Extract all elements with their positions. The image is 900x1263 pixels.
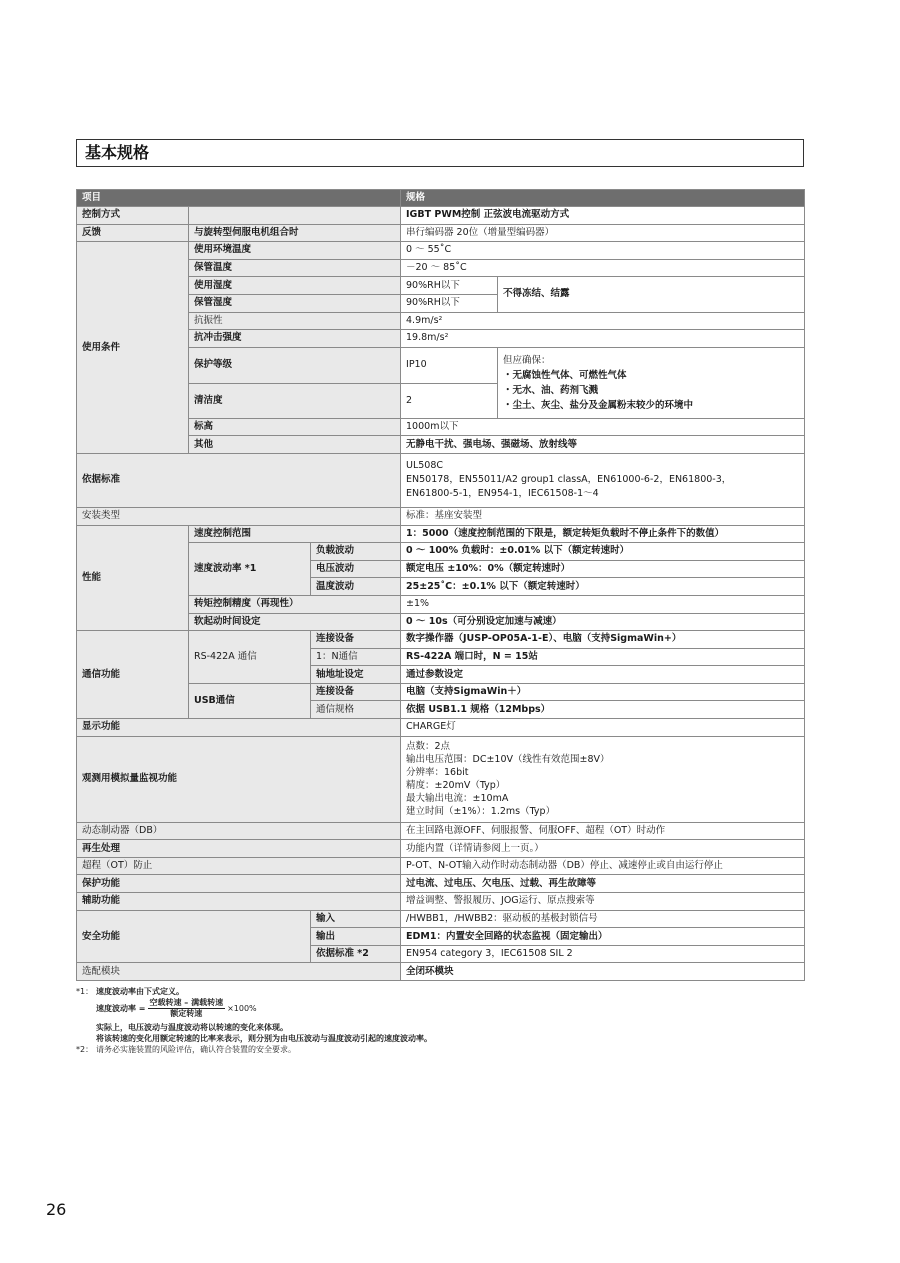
table-header-row bbox=[77, 190, 805, 207]
row-value: 功能内置（详情请参阅上一页。） bbox=[401, 840, 805, 858]
row-label: 辅助功能 bbox=[77, 893, 401, 911]
row-label: 超程（OT）防止 bbox=[77, 857, 401, 875]
row-value: 无静电干扰、强电场、强磁场、放射线等 bbox=[401, 436, 805, 454]
row-value: 标准：基座安装型 bbox=[401, 507, 805, 525]
monitor-line: 输出电压范围：DC±10V（线性有效范围±8V） bbox=[406, 754, 610, 766]
env-note: ・尘土、灰尘、盐分及金属粉末较少的环境中 bbox=[503, 399, 694, 411]
group-label-safety: 安全功能 bbox=[77, 910, 311, 963]
header-item: 项目 bbox=[77, 190, 401, 207]
footnote-text: 将该转速的变化用额定转速的比率来表示，则分别为由电压波动与温度波动引起的速度波动率。 bbox=[96, 1034, 432, 1043]
row-value: RS-422A 端口时，N = 15站 bbox=[401, 648, 805, 666]
table-row bbox=[77, 736, 805, 822]
row-value: 19.8m/s² bbox=[401, 330, 805, 348]
row-value: 增益调整、警报履历、JOG运行、原点搜索等 bbox=[401, 893, 805, 911]
row-sub-label: 抗冲击强度 bbox=[189, 330, 401, 348]
formula-lhs: 速度波动率 = bbox=[96, 1004, 146, 1013]
row-value: 0 ～ 55˚C bbox=[401, 242, 805, 260]
row-value: IP10 bbox=[401, 347, 498, 383]
env-note: ・无水、油、药剂飞溅 bbox=[503, 384, 599, 396]
row-value: 电脑（支持SigmaWin＋） bbox=[401, 683, 805, 701]
row-sub2-label: 负载波动 bbox=[311, 543, 401, 561]
standards-line: UL508C bbox=[406, 460, 444, 472]
row-sub-label: 使用湿度 bbox=[189, 277, 401, 295]
table-row bbox=[77, 822, 805, 840]
row-sub-label: 保管湿度 bbox=[189, 294, 401, 312]
row-value: 0 ～ 100% 负载时：±0.01% 以下（额定转速时） bbox=[401, 543, 805, 561]
footnotes bbox=[76, 986, 804, 1055]
row-value: 0 ～ 10s（可分别设定加速与减速） bbox=[401, 613, 805, 631]
standards-value bbox=[401, 453, 805, 507]
table-row bbox=[77, 507, 805, 525]
row-value: 在主回路电源OFF、伺服报警、伺服OFF、超程（OT）时动作 bbox=[401, 822, 805, 840]
row-value: 90%RH以下 bbox=[401, 294, 498, 312]
group-label-communication: 通信功能 bbox=[77, 631, 189, 719]
row-label: 控制方式 bbox=[77, 207, 189, 225]
row-value: /HWBB1，/HWBB2：驱动板的基极封锁信号 bbox=[401, 910, 805, 928]
row-value: ±1% bbox=[401, 595, 805, 613]
row-sub2-label: 输入 bbox=[311, 910, 401, 928]
speed-fluctuation-formula bbox=[76, 998, 804, 1019]
row-sub2-label: 1：N通信 bbox=[311, 648, 401, 666]
standards-line: EN61800-5-1，EN954-1，IEC61508-1～4 bbox=[406, 488, 599, 500]
row-sub-label: 清洁度 bbox=[189, 383, 401, 418]
row-sub-label: 其他 bbox=[189, 436, 401, 454]
row-label: 安装类型 bbox=[77, 507, 401, 525]
formula-tail: ×100% bbox=[227, 1004, 257, 1013]
monitor-line: 分辨率：16bit bbox=[406, 767, 469, 779]
table-row bbox=[77, 963, 805, 981]
page-number: 26 bbox=[46, 1200, 67, 1219]
row-value: 通过参数设定 bbox=[401, 666, 805, 684]
table-row bbox=[77, 719, 805, 737]
row-sub-label: 保管温度 bbox=[189, 259, 401, 277]
env-note: ・无腐蚀性气体、可燃性气体 bbox=[503, 369, 627, 381]
spec-table bbox=[76, 189, 805, 981]
analog-monitor-value bbox=[401, 736, 805, 822]
formula-numerator: 空载转速 – 满载转速 bbox=[149, 998, 224, 1007]
monitor-line: 建立时间（±1%）：1.2ms（Typ） bbox=[406, 806, 556, 818]
row-label: 动态制动器（DB） bbox=[77, 822, 401, 840]
row-label: 保护功能 bbox=[77, 875, 401, 893]
section-title: 基本规格 bbox=[76, 139, 804, 167]
row-value: 串行编码器 20位（增量型编码器） bbox=[401, 224, 805, 242]
row-value: 依据 USB1.1 规格（12Mbps） bbox=[401, 701, 805, 719]
row-sub2-label: 电压波动 bbox=[311, 560, 401, 578]
humidity-note: 不得冻结、结露 bbox=[498, 277, 805, 312]
row-value: 数字操作器（JUSP-OP05A-1-E）、电脑（支持SigmaWin+） bbox=[401, 631, 805, 649]
row-sub-label: 抗振性 bbox=[189, 312, 401, 330]
row-sub2-label: 温度波动 bbox=[311, 578, 401, 596]
row-sub-label: 软起动时间设定 bbox=[189, 613, 401, 631]
row-value: 25±25˚C：±0.1% 以下（额定转速时） bbox=[401, 578, 805, 596]
env-note: 但应确保： bbox=[503, 354, 551, 366]
table-row bbox=[77, 875, 805, 893]
table-row bbox=[77, 207, 805, 225]
row-sub-label: 转矩控制精度（再现性） bbox=[189, 595, 401, 613]
row-value: 2 bbox=[401, 383, 498, 418]
row-value: 过电流、过电压、欠电压、过载、再生故障等 bbox=[401, 875, 805, 893]
footnote-text: 速度波动率由下式定义。 bbox=[96, 987, 184, 996]
row-sub-label: 速度控制范围 bbox=[189, 525, 401, 543]
row-value: －20 ～ 85˚C bbox=[401, 259, 805, 277]
row-sub-label: USB通信 bbox=[189, 683, 311, 718]
row-sub2-label: 输出 bbox=[311, 928, 401, 946]
row-value: 额定电压 ±10%：0%（额定转速时） bbox=[401, 560, 805, 578]
row-value: IGBT PWM控制 正弦波电流驱动方式 bbox=[401, 207, 805, 225]
row-value: 1000m以下 bbox=[401, 418, 805, 436]
row-sub-label: RS-422A 通信 bbox=[189, 631, 311, 684]
row-sub2-label: 连接设备 bbox=[311, 631, 401, 649]
standards-line: EN50178，EN55011/A2 group1 classA，EN61000-6-2，EN61800-3， bbox=[406, 474, 732, 486]
monitor-line: 点数：2点 bbox=[406, 741, 451, 753]
row-sub2-label: 连接设备 bbox=[311, 683, 401, 701]
row-label: 选配模块 bbox=[77, 963, 401, 981]
table-row bbox=[77, 631, 805, 649]
row-label: 显示功能 bbox=[77, 719, 401, 737]
row-sub-label: 标高 bbox=[189, 418, 401, 436]
group-label-performance: 性能 bbox=[77, 525, 189, 631]
row-sub-empty bbox=[189, 207, 401, 225]
table-row bbox=[77, 242, 805, 260]
footnote-text: 请务必实施装置的风险评估，确认符合装置的安全要求。 bbox=[96, 1045, 296, 1054]
row-sub2-label: 通信规格 bbox=[311, 701, 401, 719]
row-sub-label: 保护等级 bbox=[189, 347, 401, 383]
monitor-line: 精度：±20mV（Typ） bbox=[406, 780, 506, 792]
row-sub-label: 与旋转型伺服电机组合时 bbox=[189, 224, 401, 242]
table-row bbox=[77, 893, 805, 911]
row-value: 全闭环模块 bbox=[401, 963, 805, 981]
row-sub2-label: 依据标准 *2 bbox=[311, 945, 401, 963]
row-value: 90%RH以下 bbox=[401, 277, 498, 295]
row-value: EN954 category 3，IEC61508 SIL 2 bbox=[401, 945, 805, 963]
footnote-text: 实际上，电压波动与温度波动将以转速的变化来体现。 bbox=[96, 1023, 288, 1032]
row-label: 再生处理 bbox=[77, 840, 401, 858]
table-row bbox=[77, 840, 805, 858]
row-value: 1：5000（速度控制范围的下限是，额定转矩负载时不停止条件下的数值） bbox=[401, 525, 805, 543]
header-spec: 规格 bbox=[401, 190, 805, 207]
monitor-line: 最大输出电流：±10mA bbox=[406, 793, 509, 805]
row-label: 观测用模拟量监视功能 bbox=[77, 736, 401, 822]
row-sub2-label: 轴地址设定 bbox=[311, 666, 401, 684]
table-row bbox=[77, 857, 805, 875]
row-value: 4.9m/s² bbox=[401, 312, 805, 330]
formula-denominator: 额定转速 bbox=[170, 1009, 203, 1018]
table-row bbox=[77, 910, 805, 928]
row-label: 反馈 bbox=[77, 224, 189, 242]
row-value: CHARGE灯 bbox=[401, 719, 805, 737]
footnote-mark: *1： bbox=[76, 987, 94, 996]
table-row bbox=[77, 525, 805, 543]
row-sub-label: 使用环境温度 bbox=[189, 242, 401, 260]
footnote-mark: *2： bbox=[76, 1045, 94, 1054]
row-label: 依据标准 bbox=[77, 453, 401, 507]
table-row bbox=[77, 224, 805, 242]
row-value: P-OT、N-OT输入动作时动态制动器（DB）停止、减速停止或自由运行停止 bbox=[401, 857, 805, 875]
row-value: EDM1：内置安全回路的状态监视（固定输出） bbox=[401, 928, 805, 946]
table-row bbox=[77, 453, 805, 507]
row-sub-label: 速度波动率 *1 bbox=[189, 543, 311, 596]
formula-fraction bbox=[148, 998, 226, 1019]
environment-notes bbox=[498, 347, 805, 418]
group-label-usage: 使用条件 bbox=[77, 242, 189, 454]
